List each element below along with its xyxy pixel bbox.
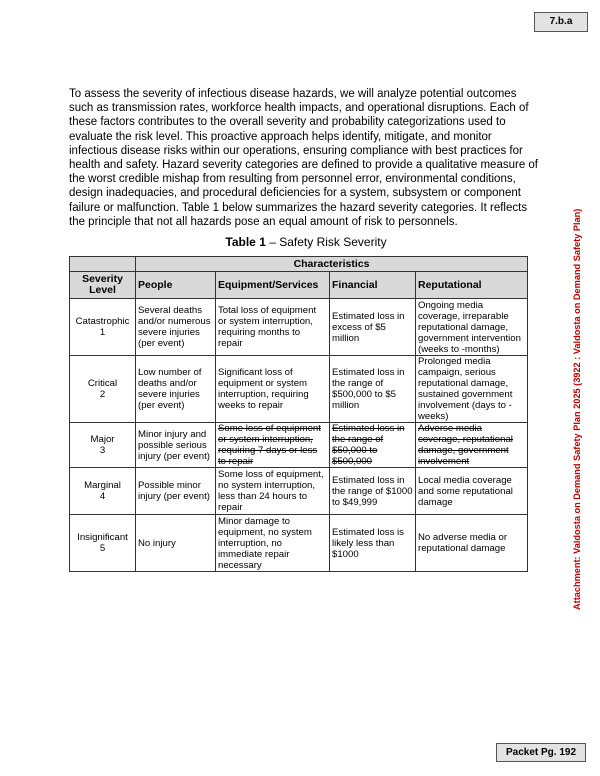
financial-cell: Estimated loss in the range of $500,000 to $5 million — [330, 356, 416, 423]
severity-level-cell: Catastrophic 1 — [70, 299, 136, 356]
severity-level-header: Severity Level — [70, 272, 136, 299]
severity-level-cell: Major 3 — [70, 423, 136, 468]
table-caption — [69, 235, 543, 249]
attachment-label: Attachment: Valdosta on Demand Safety Plan 2025 (3922 : Valdosta on Demand Safety Plan) — [572, 208, 582, 610]
reputational-cell: Local media coverage and some reputational damage — [416, 468, 528, 515]
table-row — [70, 515, 528, 572]
severity-level-cell: Insignificant 5 — [70, 515, 136, 572]
table-row — [70, 299, 528, 356]
equipment-cell: Total loss of equipment or system interruption, requiring months to repair — [216, 299, 330, 356]
intro-paragraph: To assess the severity of infectious disease hazards, we will analyze potential outcomes such as transmission rates, workforce health impacts, and operational disruptions. Each of these factors contributes to the overall severity and probability categorizations used to evaluate the risk level. This proactive approach helps identify, mitigate, and monitor infectious disease risks within our operations, ensuring compliance with best practices for health and safety. Hazard severity categories are defined to provide a qualitative measure of the worst credible mishap from resulting from personnel error, environmental conditions, design inadequacies, and procedural deficiencies for a system, subsystem or component failure or malfunction. Table 1 below summarizes the hazard severity categories. It reflects the principle that not all hazards pose an equal amount of risk to personnels. — [69, 88, 539, 228]
financial-cell: Estimated loss is likely less than $1000 — [330, 515, 416, 572]
equipment-cell: Minor damage to equipment, no system interruption, no immediate repair necessary — [216, 515, 330, 572]
characteristics-header: Characteristics — [136, 257, 528, 272]
reputational-header: Reputational — [416, 272, 528, 299]
people-cell: Low number of deaths and/or severe injuries (per event) — [136, 356, 216, 423]
financial-cell: Estimated loss in the range of $50,000 to $500,000 — [330, 423, 416, 468]
reputational-cell: Adverse media coverage, reputational damage, government involvement — [416, 423, 528, 468]
table-row — [70, 356, 528, 423]
reputational-cell: Prolonged media campaign, serious reputational damage, sustained government involvement (days to - weeks) — [416, 356, 528, 423]
people-header: People — [136, 272, 216, 299]
reputational-cell: No adverse media or reputational damage — [416, 515, 528, 572]
safety-risk-severity-table — [69, 256, 528, 572]
people-cell: No injury — [136, 515, 216, 572]
financial-cell: Estimated loss in excess of $5 million — [330, 299, 416, 356]
table-row — [70, 423, 528, 468]
severity-level-cell: Marginal 4 — [70, 468, 136, 515]
packet-page-number: Packet Pg. 192 — [496, 743, 586, 762]
financial-cell: Estimated loss in the range of $1000 to $49,999 — [330, 468, 416, 515]
equipment-cell: Significant loss of equipment or system interruption, requiring weeks to repair — [216, 356, 330, 423]
table-row — [70, 468, 528, 515]
people-cell: Possible minor injury (per event) — [136, 468, 216, 515]
equipment-header: Equipment/Services — [216, 272, 330, 299]
equipment-cell: Some loss of equipment, no system interruption, less than 24 hours to repair — [216, 468, 330, 515]
severity-level-cell: Critical 2 — [70, 356, 136, 423]
people-cell: Several deaths and/or numerous severe injuries (per event) — [136, 299, 216, 356]
equipment-cell: Some loss of equipment or system interruption, requiring 7 days or less to repair — [216, 423, 330, 468]
financial-header: Financial — [330, 272, 416, 299]
reputational-cell: Ongoing media coverage, irreparable reputational damage, government intervention (weeks to -months) — [416, 299, 528, 356]
item-tag: 7.b.a — [534, 12, 588, 32]
table-caption-text: – Safety Risk Severity — [265, 235, 387, 249]
table-caption-label: Table 1 — [225, 235, 266, 249]
people-cell: Minor injury and possible serious injury (per event) — [136, 423, 216, 468]
